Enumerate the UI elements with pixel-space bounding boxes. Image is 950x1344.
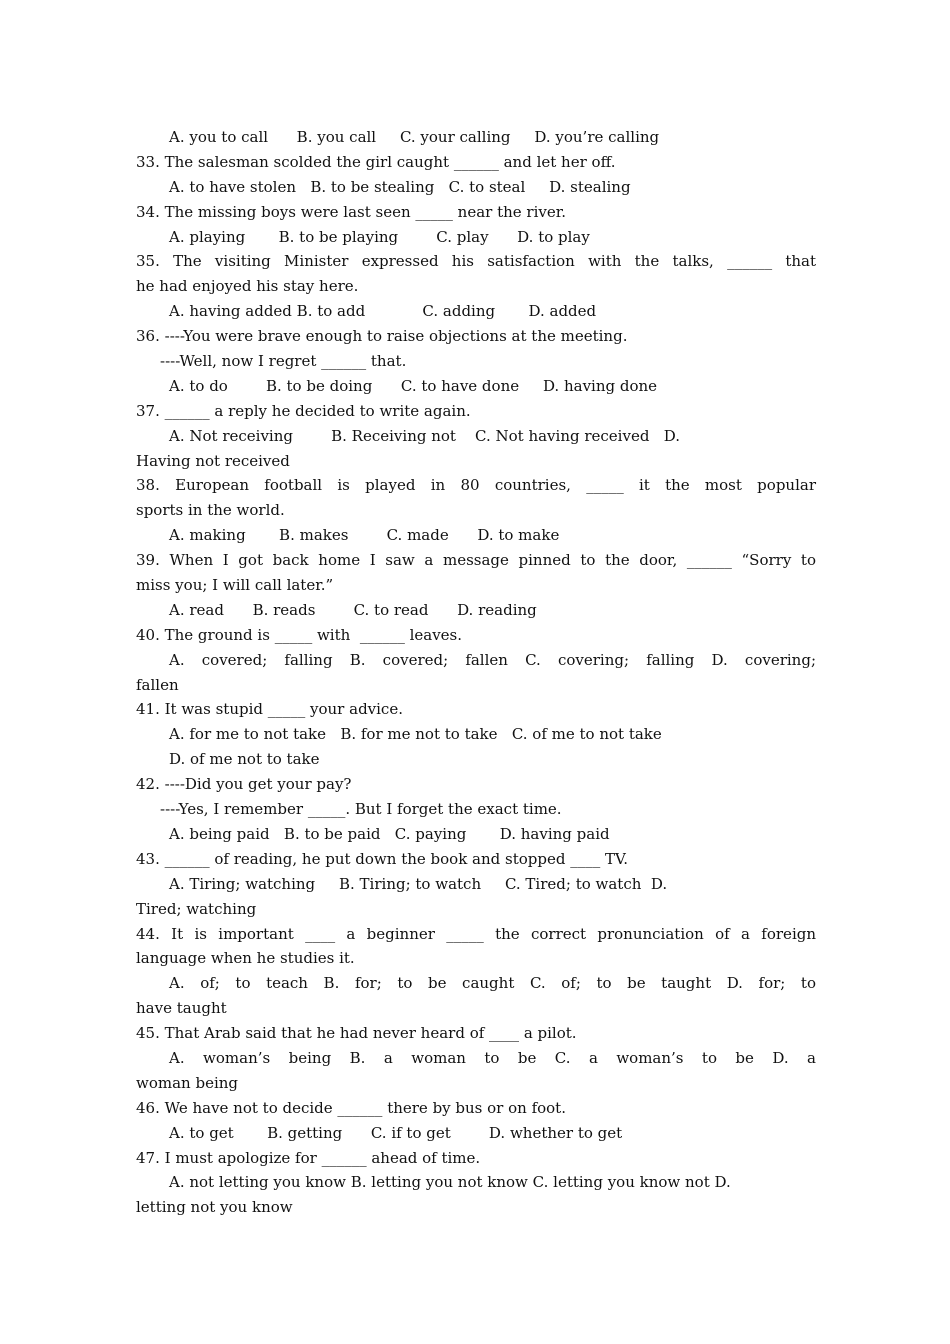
text-line: language when he studies it.	[136, 949, 355, 968]
text-line: 41. It was stupid _____ your advice.	[136, 700, 403, 719]
text-line: ----Yes, I remember _____. But I forget the exact time.	[160, 800, 562, 819]
question-list	[136, 125, 816, 1220]
text-line: 43. ______ of reading, he put down the book and stopped ____ TV.	[136, 849, 628, 868]
text-line: A. to do B. to be doing C. to have done D. having done	[169, 376, 658, 395]
text-line: 42. ----Did you get your pay?	[136, 775, 352, 794]
text-line: sports in the world.	[136, 501, 285, 520]
text-line: A. for me to not take B. for me not to take C. of me to not take	[169, 725, 662, 744]
text-line: 38. European football is played in 80 countries, _____ it the most popular	[136, 476, 816, 495]
text-line: Tired; watching	[136, 899, 257, 918]
text-line: A. playing B. to be playing C. play D. to play	[169, 227, 590, 246]
text-line: A. covered; falling B. covered; fallen C. covering; falling D. covering;	[169, 650, 816, 669]
text-line: 47. I must apologize for ______ ahead of time.	[136, 1148, 481, 1167]
text-line: woman being	[136, 1073, 239, 1092]
text-line: A. being paid B. to be paid C. paying D. having paid	[169, 824, 610, 843]
text-line: 46. We have not to decide ______ there by bus or on foot.	[136, 1098, 566, 1117]
text-line: Having not received	[136, 451, 290, 470]
text-line: letting not you know	[136, 1198, 293, 1217]
text-line: 45. That Arab said that he had never heard of ____ a pilot.	[136, 1024, 577, 1043]
text-line: A. read B. reads C. to read D. reading	[169, 600, 537, 619]
text-line: A. woman’s being B. a woman to be C. a woman’s to be D. a	[169, 1048, 816, 1067]
text-line: A. having added B. to add C. adding D. added	[169, 302, 597, 321]
text-line: miss you; I will call later.”	[136, 576, 334, 595]
text-line: 37. ______ a reply he decided to write again.	[136, 401, 471, 420]
text-line: 35. The visiting Minister expressed his satisfaction with the talks, ______ that	[136, 252, 816, 271]
text-line: 40. The ground is _____ with ______ leaves.	[136, 625, 463, 644]
text-line: 39. When I got back home I saw a message pinned to the door, ______ “Sorry to	[136, 551, 816, 570]
text-line: A. Tiring; watching B. Tiring; to watch C. Tired; to watch D.	[169, 874, 668, 893]
text-line: 34. The missing boys were last seen _____ near the river.	[136, 202, 567, 221]
text-line: ----Well, now I regret ______ that.	[160, 352, 407, 371]
text-line: A. making B. makes C. made D. to make	[169, 526, 560, 545]
text-line: A. of; to teach B. for; to be caught C. of; to be taught D. for; to	[169, 974, 816, 993]
text-line: have taught	[136, 999, 227, 1018]
text-line: 44. It is important ____ a beginner _____ the correct pronunciation of a foreign	[136, 924, 816, 943]
text-line: A. to get B. getting C. if to get D. whether to get	[169, 1123, 623, 1142]
text-line: A. you to call B. you call C. your calling D. you’re calling	[169, 128, 660, 146]
text-line: A. Not receiving B. Receiving not C. Not having received D.	[169, 426, 680, 445]
text-line: A. to have stolen B. to be stealing C. to steal D. stealing	[169, 177, 631, 196]
text-line: A. not letting you know B. letting you not know C. letting you know not D.	[169, 1173, 731, 1192]
text-line: fallen	[136, 675, 179, 694]
text-line: 33. The salesman scolded the girl caught ______ and let her off.	[136, 152, 616, 171]
text-line: he had enjoyed his stay here.	[136, 277, 359, 296]
text-line: D. of me not to take	[169, 750, 320, 769]
text-line: 36. ----You were brave enough to raise objections at the meeting.	[136, 327, 628, 346]
